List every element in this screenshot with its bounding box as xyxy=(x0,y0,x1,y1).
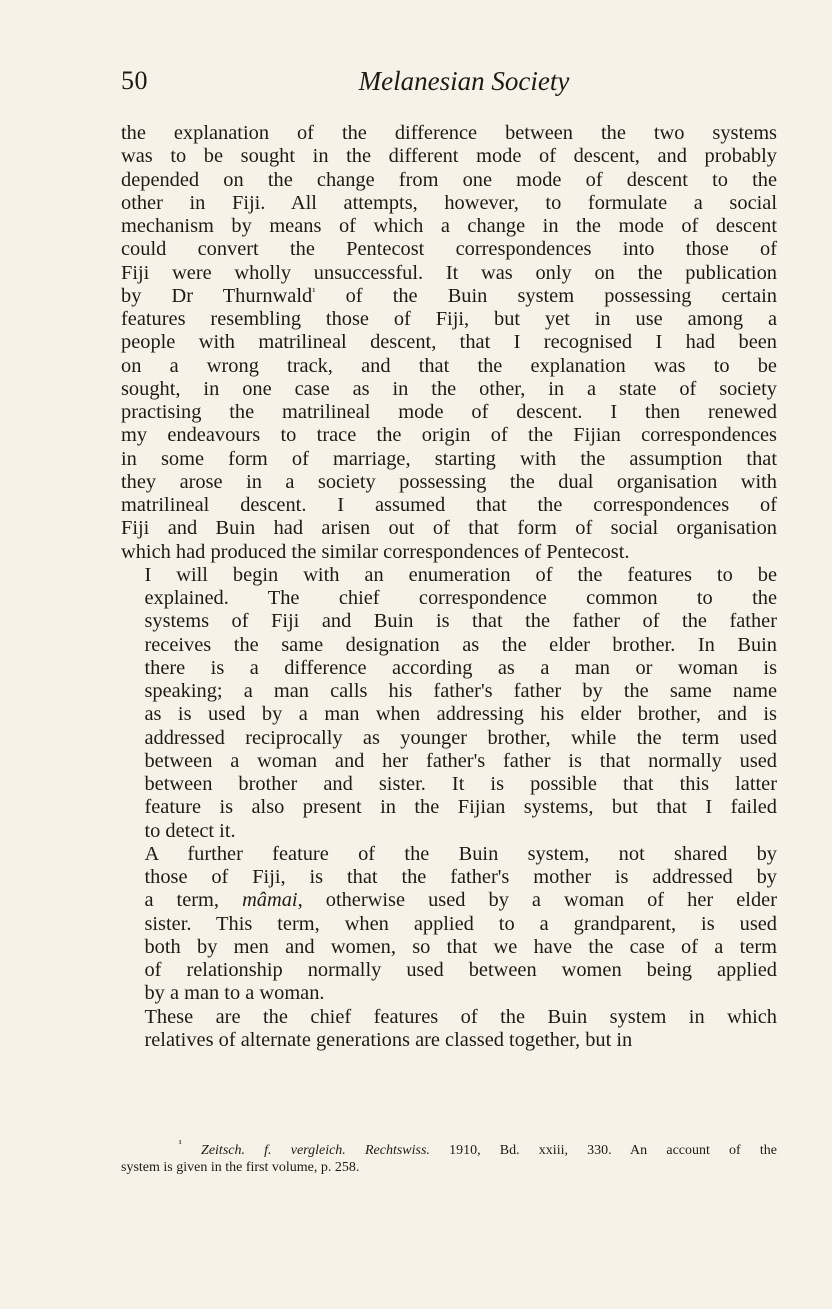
text-line: as is used by a man when addressing his elder brother, and is xyxy=(144,703,777,726)
text-line: features resembling those of Fiji, but yet in use among a xyxy=(121,308,777,330)
text-line: systems of Fiji and Buin is that the father of the father xyxy=(144,610,777,633)
text-line: people with matrilineal descent, that I recognised I had been xyxy=(121,331,777,354)
text-line: a term, mâmai, otherwise used by a woman of her elder xyxy=(144,889,777,912)
running-title: Melanesian Society xyxy=(358,66,570,96)
paragraph xyxy=(121,1006,777,1053)
text-line: by a man to a woman. xyxy=(144,982,325,1005)
text-line: receives the same designation as the elder brother. In Buin xyxy=(144,633,777,656)
page-header xyxy=(121,66,777,106)
text-line: I will begin with an enumeration of the features to be xyxy=(144,563,777,586)
text-line: to detect it. xyxy=(144,819,236,842)
text-line: addressed reciprocally as younger brother, while the term used xyxy=(144,726,777,749)
text-line: explained. The chief correspondence common to the xyxy=(144,587,777,609)
paragraph xyxy=(121,564,777,843)
footnote-line: system is given in the first volume, p. 258. xyxy=(121,1160,360,1175)
text-line: was to be sought in the different mode of descent, and probably xyxy=(121,145,777,168)
footnote-journal: Zeitsch. f. vergleich. Rechtswiss. xyxy=(201,1143,430,1158)
text-line: Fiji were wholly unsuccessful. It was only on the publication xyxy=(121,261,777,284)
page-number: 50 xyxy=(121,66,148,95)
text-line: my endeavours to trace the origin of the Fijian correspondences xyxy=(121,424,777,447)
text-line: of relationship normally used between women being applied xyxy=(144,959,777,981)
paragraph xyxy=(121,843,777,1006)
text-line: by Dr Thurnwald$^{^1}$ of the Buin system possessing certain xyxy=(121,284,777,307)
text-line: which had produced the similar correspondences of Pentecost. xyxy=(121,540,630,563)
paragraph xyxy=(121,122,777,564)
text-line: between brother and sister. It is possible that this latter xyxy=(144,773,777,795)
text-line: A further feature of the Buin system, not shared by xyxy=(144,842,777,865)
text-line: could convert the Pentecost correspondences into those of xyxy=(121,238,777,261)
text-line: relatives of alternate generations are classed together, but in xyxy=(144,1028,633,1051)
text-line: both by men and women, so that we have the case of a term xyxy=(144,935,777,958)
text-line: practising the matrilineal mode of descent. I then renewed xyxy=(121,401,777,423)
text-line: Fiji and Buin had arisen out of that form of social organisation xyxy=(121,517,777,540)
footnote-details: 1910, Bd. xxiii, 330. An account of the xyxy=(449,1143,778,1158)
text-line: the explanation of the difference between the two systems xyxy=(121,122,777,144)
text-line: sought, in one case as in the other, in a state of society xyxy=(121,377,777,400)
text-line: they arose in a society possessing the dual organisation with xyxy=(121,470,777,493)
text-line: mechanism by means of which a change in the mode of descent xyxy=(121,215,777,237)
text-line: those of Fiji, is that the father's mother is addressed by xyxy=(144,866,777,888)
text-line: between a woman and her father's father is that normally used xyxy=(144,749,777,772)
text-line: speaking; a man calls his father's father by the same name xyxy=(144,680,777,702)
text-line: on a wrong track, and that the explanation was to be xyxy=(121,354,777,377)
footnote xyxy=(121,1138,778,1176)
footnote-line xyxy=(121,1138,778,1159)
footnote-reference: ¹ xyxy=(312,285,316,298)
text-line: These are the chief features of the Buin system in which xyxy=(144,1005,777,1028)
text-line: depended on the change from one mode of descent to the xyxy=(121,168,777,191)
text-line: sister. This term, when applied to a grandparent, is used xyxy=(144,912,777,935)
body-text xyxy=(121,122,777,1052)
text-line: there is a difference according as a man or woman is xyxy=(144,656,777,679)
text-line: feature is also present in the Fijian systems, but that I failed xyxy=(144,796,777,819)
text-line: matrilineal descent. I assumed that the correspondences of xyxy=(121,494,777,516)
native-term: mâmai xyxy=(242,889,298,912)
text-line: other in Fiji. All attempts, however, to formulate a social xyxy=(121,191,777,214)
text-line: in some form of marriage, starting with the assumption that xyxy=(121,447,777,470)
footnote-marker: ¹ xyxy=(178,1138,182,1150)
